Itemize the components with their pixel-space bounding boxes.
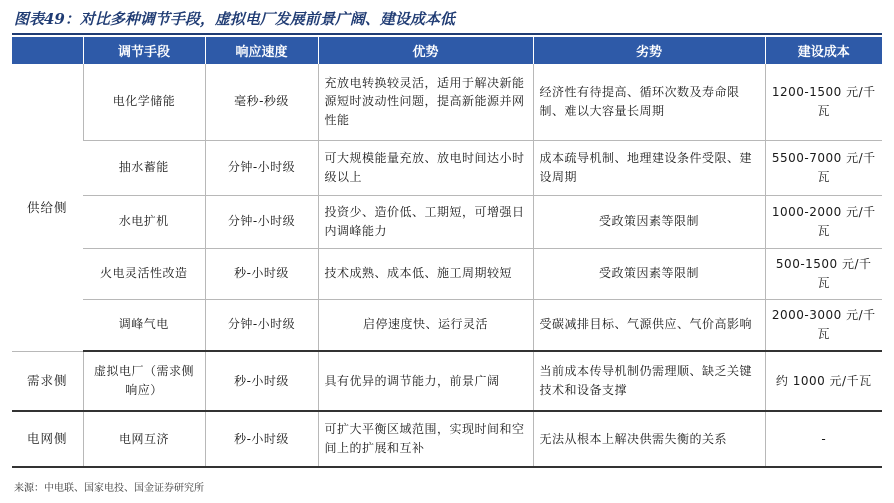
- source-note: 来源：中电联、国家电投、国金证券研究所: [14, 483, 204, 494]
- cell-advantage: 技术成熟、成本低、施工周期较短: [318, 248, 533, 299]
- cell-speed: 分钟-小时级: [205, 299, 318, 351]
- table-row: [12, 411, 882, 467]
- cell-disadvantage: 成本疏导机制、地理建设条件受限、建设周期: [533, 140, 765, 195]
- header-cost: 建设成本: [765, 37, 882, 64]
- header-method: 调节手段: [83, 37, 205, 64]
- cell-method: 电化学储能: [83, 64, 205, 140]
- cell-method: 电网互济: [83, 411, 205, 467]
- group-label-supply: 供给侧: [12, 64, 83, 351]
- title-divider: [12, 33, 882, 35]
- table-row: [12, 351, 882, 411]
- header-speed: 响应速度: [205, 37, 318, 64]
- table-row: [12, 140, 882, 195]
- cell-speed: 分钟-小时级: [205, 195, 318, 248]
- cell-speed: 秒-小时级: [205, 411, 318, 467]
- cell-method: 虚拟电厂（需求侧响应）: [83, 351, 205, 411]
- table-row: [12, 299, 882, 351]
- cell-method: 调峰气电: [83, 299, 205, 351]
- header-advantage: 优势: [318, 37, 533, 64]
- group-label-demand: 需求侧: [12, 351, 83, 411]
- cell-method: 水电扩机: [83, 195, 205, 248]
- cell-advantage: 可大规模能量充放、放电时间达小时级以上: [318, 140, 533, 195]
- cell-cost: 5500-7000 元/千瓦: [765, 140, 882, 195]
- cell-cost: -: [765, 411, 882, 467]
- cell-advantage: 投资少、造价低、工期短，可增强日内调峰能力: [318, 195, 533, 248]
- cell-advantage: 具有优异的调节能力，前景广阔: [318, 351, 533, 411]
- table-row: [12, 64, 882, 140]
- cell-cost: 1200-1500 元/千瓦: [765, 64, 882, 140]
- header-group-blank: [12, 37, 83, 64]
- cell-cost: 约 1000 元/千瓦: [765, 351, 882, 411]
- cell-advantage: 启停速度快、运行灵活: [318, 299, 533, 351]
- cell-advantage: 充放电转换较灵活，适用于解决新能源短时波动性问题，提高新能源并网性能: [318, 64, 533, 140]
- cell-method: 火电灵活性改造: [83, 248, 205, 299]
- cell-speed: 毫秒-秒级: [205, 64, 318, 140]
- header-row: [12, 37, 882, 64]
- cell-disadvantage: 无法从根本上解决供需失衡的关系: [533, 411, 765, 467]
- cell-disadvantage: 受碳减排目标、气源供应、气价高影响: [533, 299, 765, 351]
- cell-method: 抽水蓄能: [83, 140, 205, 195]
- table-row: [12, 248, 882, 299]
- cell-speed: 秒-小时级: [205, 351, 318, 411]
- header-disadvantage: 劣势: [533, 37, 765, 64]
- group-label-grid: 电网侧: [12, 411, 83, 467]
- cell-disadvantage: 当前成本传导机制仍需理顺、缺乏关键技术和设备支撑: [533, 351, 765, 411]
- figure-title: 图表49：对比多种调节手段，虚拟电厂发展前景广阔、建设成本低: [14, 10, 455, 28]
- cell-cost: 1000-2000 元/千瓦: [765, 195, 882, 248]
- cell-disadvantage: 受政策因素等限制: [533, 195, 765, 248]
- cell-disadvantage: 经济性有待提高、循环次数及寿命限制、难以大容量长周期: [533, 64, 765, 140]
- table-row: [12, 195, 882, 248]
- cell-speed: 秒-小时级: [205, 248, 318, 299]
- comparison-table: [12, 37, 882, 468]
- cell-cost: 2000-3000 元/千瓦: [765, 299, 882, 351]
- cell-advantage: 可扩大平衡区域范围，实现时间和空间上的扩展和互补: [318, 411, 533, 467]
- cell-cost: 500-1500 元/千瓦: [765, 248, 882, 299]
- cell-speed: 分钟-小时级: [205, 140, 318, 195]
- cell-disadvantage: 受政策因素等限制: [533, 248, 765, 299]
